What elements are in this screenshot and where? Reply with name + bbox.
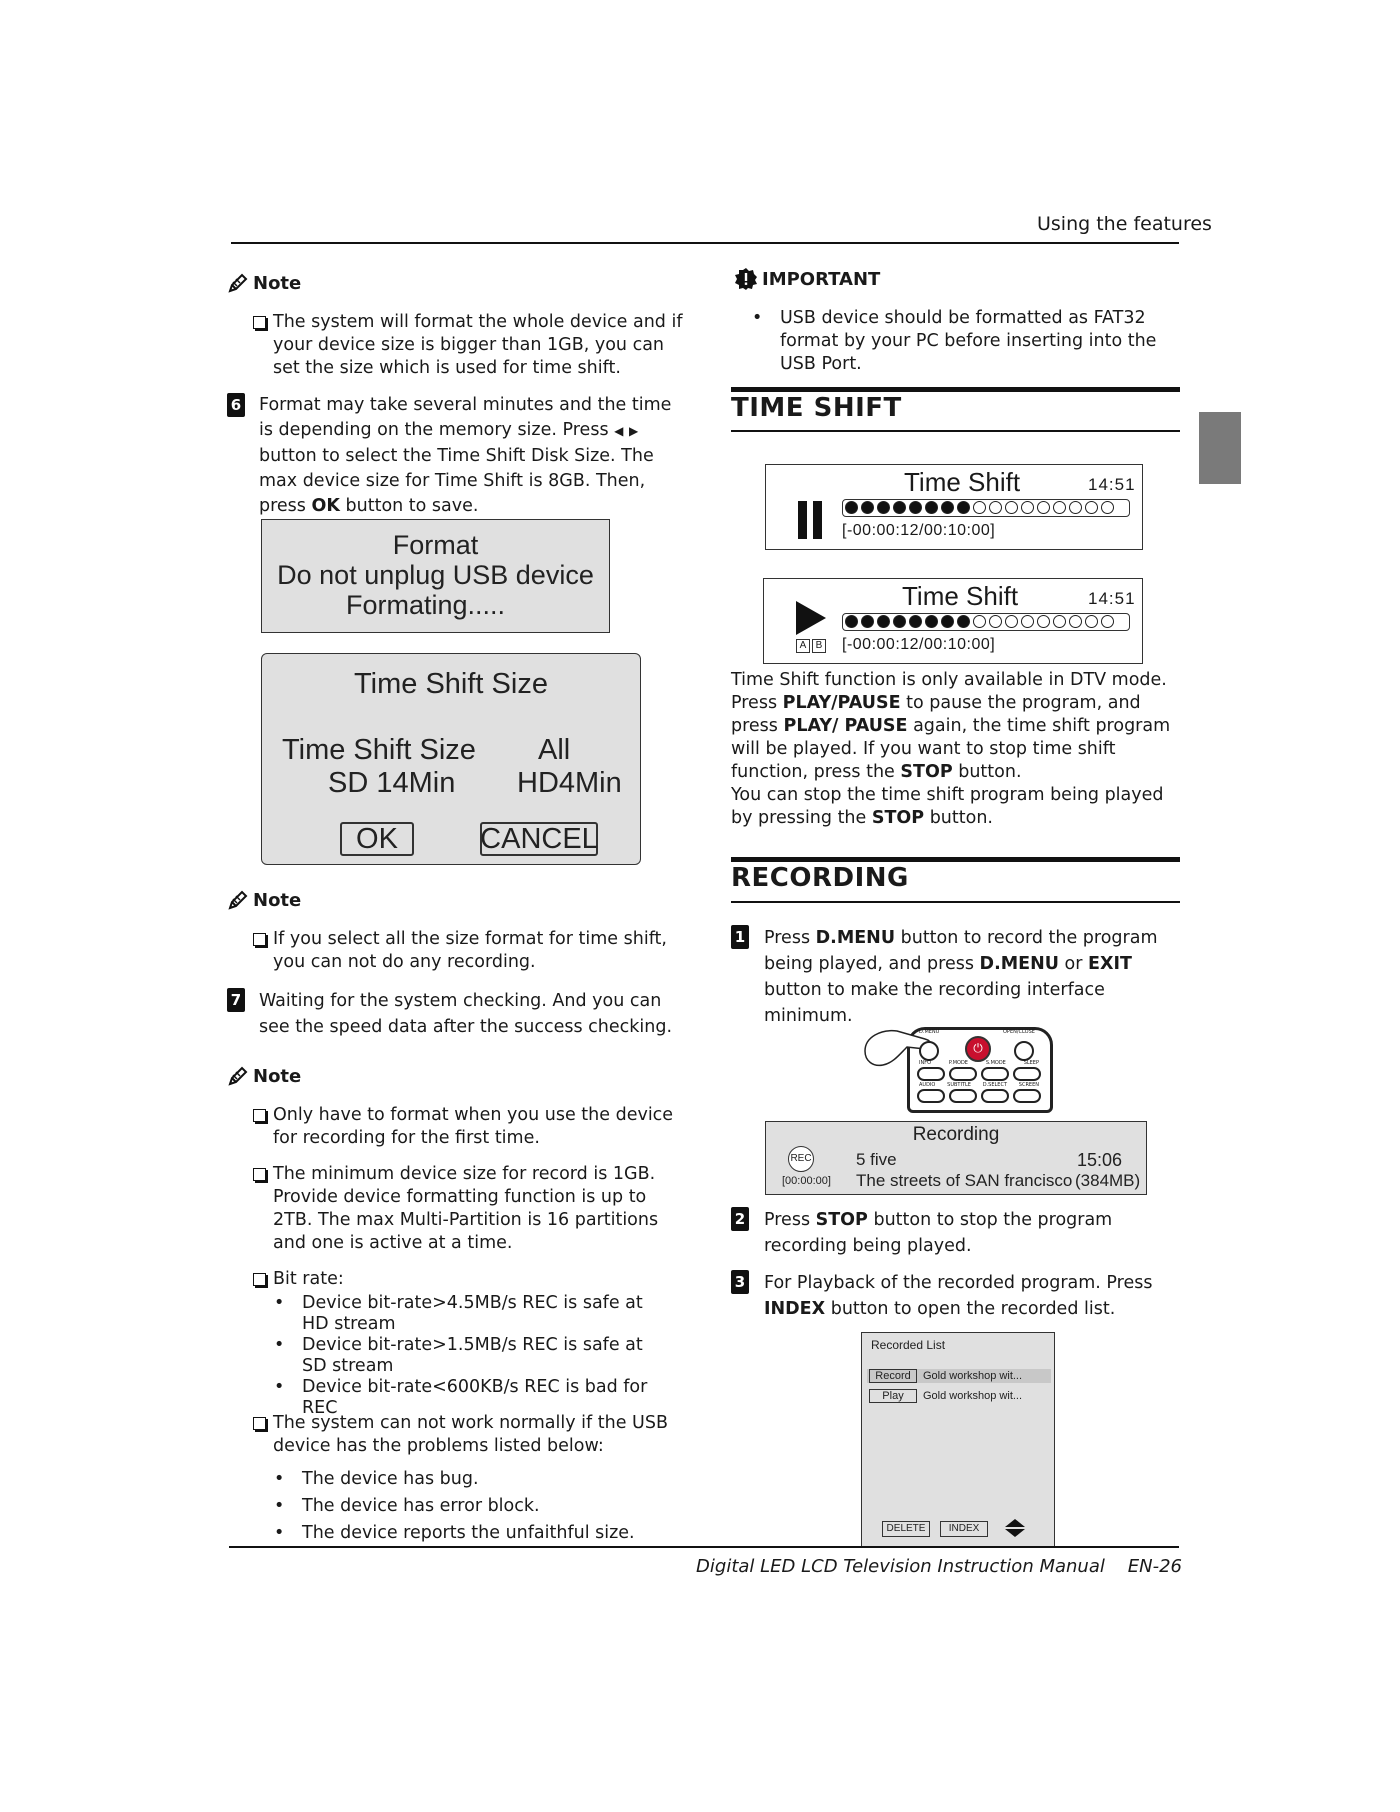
progress-dot-empty <box>1021 501 1034 514</box>
progress-dot-empty <box>1101 501 1114 514</box>
step-number: 3 <box>731 1270 749 1294</box>
note-item: The minimum device size for record is 1GB. Provide device formatting function is up to 2TB. The max Multi-Partition is 16 partitions and one is active at a time. <box>253 1163 683 1255</box>
progress-dot-empty <box>1085 501 1098 514</box>
section-tab <box>1199 412 1241 484</box>
pause-icon <box>798 501 807 539</box>
screen-title: Recording <box>912 1124 1000 1145</box>
note-item: Only have to format when you use the device for recording for the first time. <box>253 1104 683 1150</box>
checkbox-bullet-icon <box>253 1109 266 1122</box>
power-icon[interactable]: ⏻ <box>965 1036 991 1062</box>
clock-label: 15:06 <box>1077 1150 1123 1170</box>
progress-dot-filled <box>957 501 970 514</box>
list-item[interactable]: Gold workshop wit... <box>923 1390 1023 1402</box>
checkbox-bullet-icon <box>253 1273 266 1286</box>
running-header: Using the features <box>1037 213 1212 235</box>
timeshift-size-screen <box>261 653 641 865</box>
step-6-text: Format may take several minutes and the time is depending on the memory size. Press ◀ ▶ button to select the Time Shift Disk Size. The max device size for Time Shift is 8GB. Then, press OK button to save. <box>259 395 672 516</box>
recording-step-3: For Playback of the recorded program. Press INDEX button to open the recorded list. <box>764 1273 1153 1319</box>
progress-dot-empty <box>1021 615 1034 628</box>
problem-list <box>270 1466 650 1547</box>
up-down-arrows-icon[interactable] <box>1005 1519 1025 1537</box>
screen-button[interactable] <box>1013 1089 1041 1103</box>
progress-dot-empty <box>1037 501 1050 514</box>
recording-step-2: Press STOP button to stop the program recording being played. <box>764 1210 1113 1256</box>
info-button[interactable] <box>917 1067 945 1081</box>
timeshift-progress <box>842 613 1130 631</box>
remote-button-row <box>917 1067 1041 1081</box>
dmenu-button[interactable] <box>919 1041 939 1061</box>
progress-dot-filled <box>861 501 874 514</box>
progress-dot-filled <box>845 501 858 514</box>
sleep-button[interactable] <box>1013 1067 1041 1081</box>
step-number: 1 <box>731 925 749 949</box>
progress-dot-filled <box>909 501 922 514</box>
progress-dot-empty <box>1085 615 1098 628</box>
note-heading: Note <box>227 889 301 911</box>
screen-title: Recorded List <box>871 1338 946 1352</box>
progress-dot-filled <box>877 615 890 628</box>
list-item[interactable]: Gold workshop wit... <box>923 1370 1023 1382</box>
step-number: 6 <box>227 393 245 417</box>
important-heading: IMPORTANT <box>734 267 880 291</box>
program-title: The streets of SAN francisco <box>856 1171 1073 1190</box>
bitrate-list <box>270 1293 650 1419</box>
time-readout: [-00:00:12/00:10:00] <box>842 636 996 653</box>
step-number: 2 <box>731 1207 749 1231</box>
list-item: • The device has error block. <box>274 1496 540 1516</box>
step-number: 7 <box>227 988 245 1012</box>
section-rule <box>731 430 1180 432</box>
progress-dot-empty <box>973 501 986 514</box>
recording-size: (384MB) <box>1075 1171 1141 1190</box>
note-heading: Note <box>227 1065 301 1087</box>
index-button[interactable]: INDEX <box>940 1521 988 1537</box>
footer-rule <box>229 1546 1179 1548</box>
elapsed-time: [00:00:00] <box>782 1175 831 1187</box>
play-icon <box>796 601 826 635</box>
screen-title: Time Shift <box>902 581 1019 611</box>
openclose-label: OPEN/CLOSE <box>1003 1029 1035 1035</box>
remote-row-labels: AUDIO SUBTITLE D.SELECT SCREEN <box>919 1082 1039 1088</box>
progress-dot-filled <box>957 615 970 628</box>
ok-button[interactable]: OK <box>340 822 414 856</box>
timeshift-progress <box>842 499 1130 517</box>
list-item: • Device bit-rate<600KB/s REC is bad for REC <box>274 1377 648 1418</box>
progress-dot-empty <box>1053 615 1066 628</box>
recording-heading: RECORDING <box>731 863 909 893</box>
progress-dot-filled <box>893 501 906 514</box>
recording-step-1: Press D.MENU button to record the program being played, and press D.MENU or EXIT button to make the recording interface minimum. <box>764 928 1158 1026</box>
screen-title: Time Shift Size <box>354 668 548 700</box>
sd-option: SD 14Min <box>328 767 456 799</box>
progress-dot-filled <box>941 501 954 514</box>
progress-dot-empty <box>989 501 1002 514</box>
progress-dot-empty <box>1053 501 1066 514</box>
size-value: All <box>538 734 571 766</box>
progress-dot-filled <box>909 615 922 628</box>
progress-dot-filled <box>941 615 954 628</box>
note-pencil-icon <box>227 1065 249 1087</box>
checkbox-bullet-icon <box>253 1417 266 1430</box>
checkbox-bullet-icon <box>253 1168 266 1181</box>
step-7-text: Waiting for the system checking. And you can see the speed data after the success checking. <box>259 991 673 1037</box>
record-tag[interactable]: Record <box>869 1369 917 1383</box>
progress-dot-filled <box>861 615 874 628</box>
list-item: • Device bit-rate>1.5MB/s REC is safe at SD stream <box>274 1335 643 1376</box>
format-screen: Format Do not unplug USB device Formating..... <box>261 519 610 633</box>
size-label: Time Shift Size <box>282 734 476 766</box>
progress-dot-empty <box>973 615 986 628</box>
subtitle-button[interactable] <box>949 1089 977 1103</box>
dmenu-label: D.MENU <box>919 1029 940 1035</box>
progress-dot-empty <box>1005 501 1018 514</box>
note-item: Bit rate: <box>253 1268 683 1291</box>
audio-button[interactable] <box>917 1089 945 1103</box>
left-arrow-icon: ◀ <box>614 424 624 438</box>
list-item: • The device has bug. <box>274 1469 479 1489</box>
progress-dot-filled <box>845 615 858 628</box>
note-pencil-icon <box>227 272 249 294</box>
section-rule <box>731 901 1180 903</box>
right-arrow-icon: ▶ <box>628 424 639 438</box>
progress-dot-filled <box>925 615 938 628</box>
timeshift-paused-screen <box>765 464 1143 550</box>
note-item: The system will format the whole device and if your device size is bigger than 1GB, you can set the size which is used for time shift. <box>253 311 683 380</box>
smode-button[interactable] <box>981 1067 1009 1081</box>
timeshift-playing-screen <box>763 578 1143 664</box>
list-item: • The device reports the unfaithful size. <box>274 1523 635 1543</box>
timeshift-heading: TIME SHIFT <box>731 393 902 423</box>
note-heading: Note <box>227 272 301 294</box>
rec-badge: REC <box>788 1146 814 1172</box>
section-rule <box>731 387 1180 392</box>
remote-row-labels: INFO P.MODE S.MODE SLEEP <box>919 1060 1039 1066</box>
progress-dot-empty <box>1101 615 1114 628</box>
b-marker: B <box>812 639 826 653</box>
pause-icon <box>813 501 822 539</box>
warning-icon <box>734 267 758 291</box>
clock-label: 14:51 <box>1088 475 1136 494</box>
channel-label: 5 five <box>856 1150 897 1169</box>
checkbox-bullet-icon <box>253 316 266 329</box>
progress-dot-filled <box>925 501 938 514</box>
remote-illustration <box>863 1025 1048 1110</box>
checkbox-bullet-icon <box>253 933 266 946</box>
header-rule <box>231 242 1179 244</box>
eject-button[interactable] <box>1014 1041 1034 1061</box>
time-readout: [-00:00:12/00:10:00] <box>842 522 996 539</box>
progress-dot-empty <box>1069 615 1082 628</box>
screen-title: Time Shift <box>904 467 1021 497</box>
progress-dot-filled <box>893 615 906 628</box>
progress-dot-filled <box>877 501 890 514</box>
footer: Digital LED LCD Television Instruction Manual EN-26 <box>696 1556 1182 1577</box>
progress-dot-empty <box>1069 501 1082 514</box>
note-item: The system can not work normally if the USB device has the problems listed below: <box>253 1412 683 1458</box>
recorded-list-screen <box>861 1332 1055 1548</box>
section-rule <box>731 857 1180 862</box>
delete-button[interactable]: DELETE <box>882 1521 930 1537</box>
progress-dot-empty <box>1037 615 1050 628</box>
timeshift-description: Time Shift function is only available in DTV mode. Press PLAY/PAUSE to pause the program, and press PLAY/ PAUSE again, the time shift program will be played. If you want to stop time shift function, press the STOP button. You can stop the time shift program being played by pressing the STOP button. <box>731 670 1171 828</box>
list-item: • Device bit-rate>4.5MB/s REC is safe at HD stream <box>274 1293 643 1334</box>
note-pencil-icon <box>227 889 249 911</box>
pmode-button[interactable] <box>949 1067 977 1081</box>
progress-dot-empty <box>1005 615 1018 628</box>
play-tag[interactable]: Play <box>869 1389 917 1403</box>
note-item: If you select all the size format for time shift, you can not do any recording. <box>253 928 683 974</box>
a-marker: A <box>796 639 810 653</box>
hd-option: HD4Min <box>517 767 622 799</box>
remote-button-row <box>917 1089 1041 1103</box>
recording-screen <box>765 1121 1147 1195</box>
cancel-button[interactable]: CANCEL <box>480 822 598 855</box>
clock-label: 14:51 <box>1088 589 1136 608</box>
important-item: • USB device should be formatted as FAT32 format by your PC before inserting into the USB Port. <box>752 308 1157 374</box>
dselect-button[interactable] <box>981 1089 1009 1103</box>
progress-dot-empty <box>989 615 1002 628</box>
